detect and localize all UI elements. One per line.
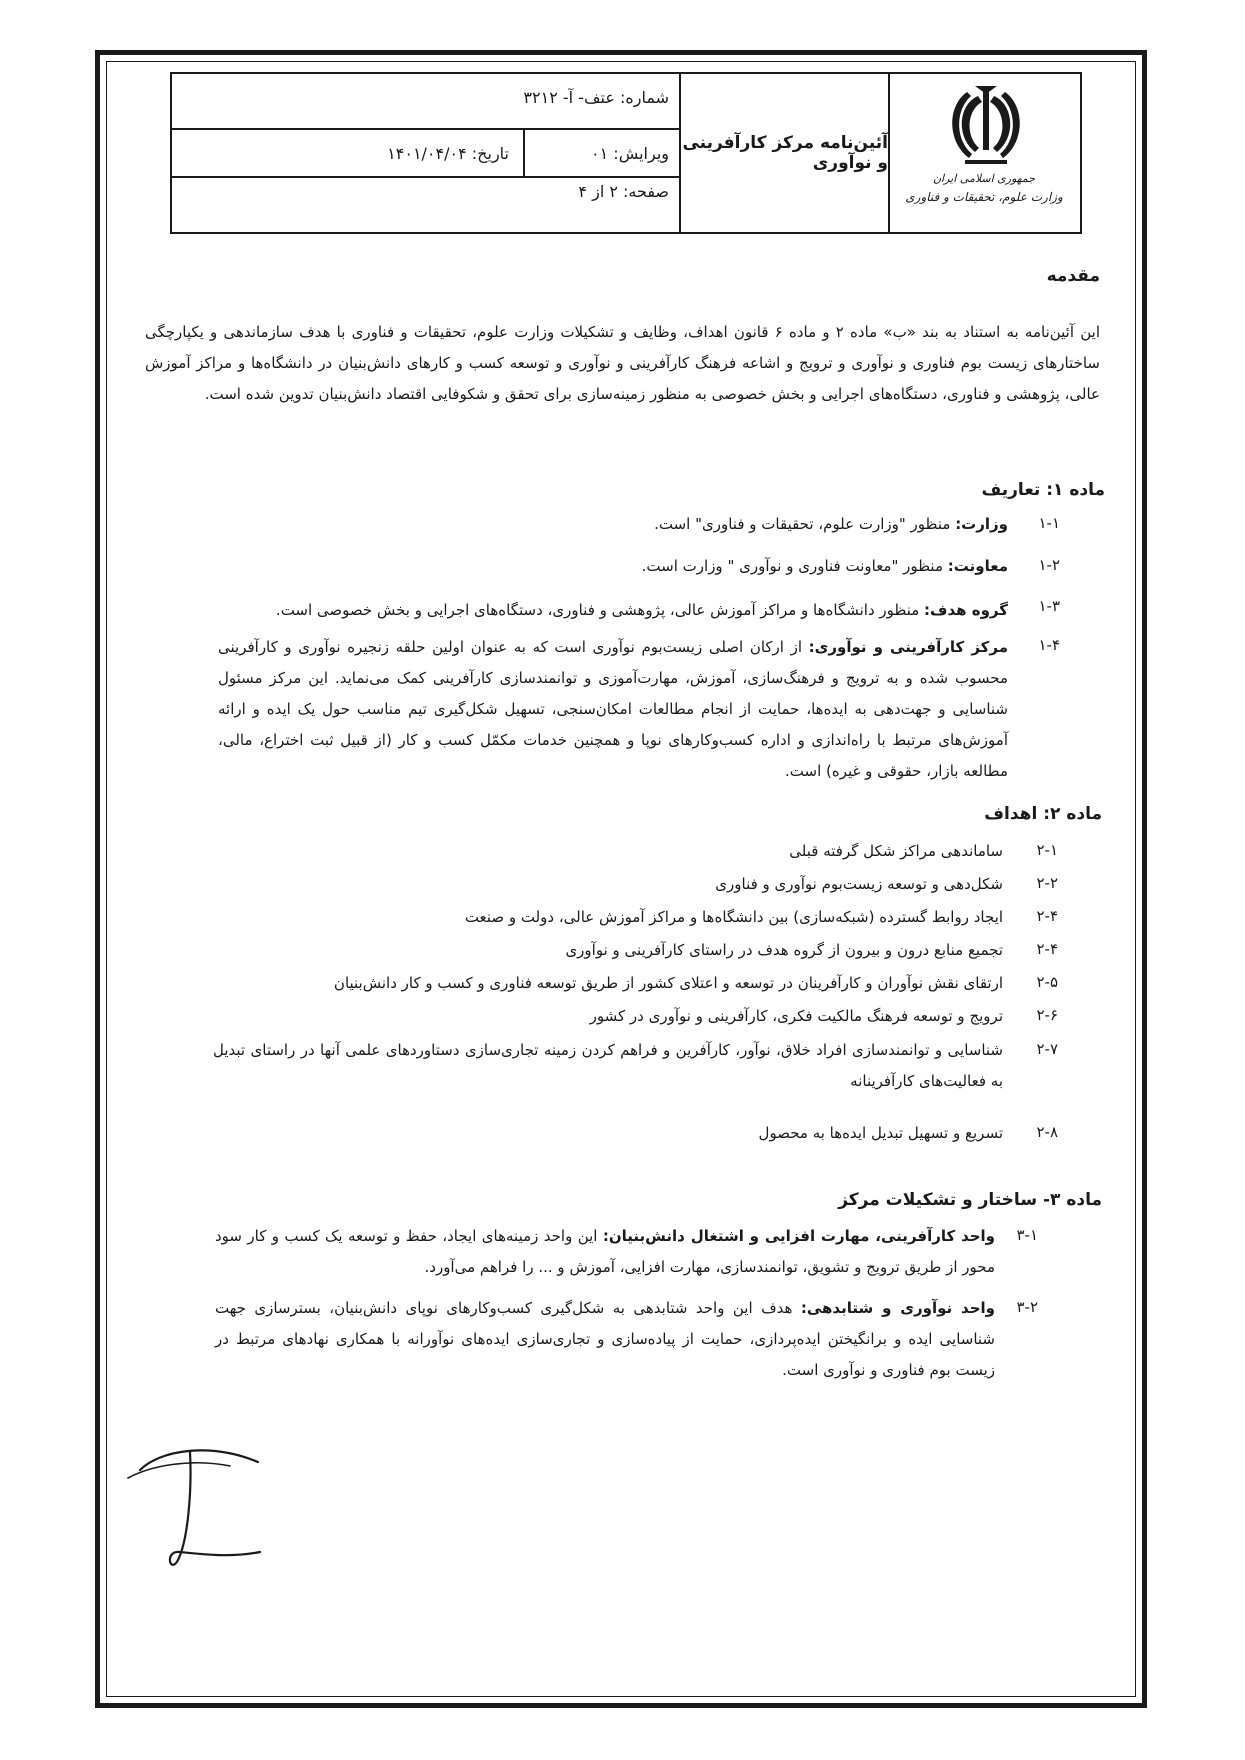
article3-item (215, 1221, 995, 1283)
document-number: شماره: عتف- آ- ۳۲۱۲ (523, 88, 669, 107)
iran-emblem-icon (945, 86, 1027, 170)
article2-item-num: ۲-۱ (1036, 841, 1058, 859)
article2-item: شکل‌دهی و توسعه زیست‌بوم نوآوری و فناوری (715, 875, 1003, 893)
definition: هدف این واحد شتابدهی به شکل‌گیری کسب‌وکارهای نوپای دانش‌بنیان، بسترسازی جهت شناسایی ایده و برانگیختن ایده‌پردازی، حمایت از پیاده‌سازی و تجاری‌سازی ایده‌های نوآورانه با همکاری نهادهای مرتبط در زیست بوم فناوری و نوآوری است. (215, 1299, 995, 1379)
article1-heading: ماده ۱: تعاریف (981, 480, 1105, 500)
article2-item-num: ۲-۶ (1036, 1006, 1058, 1024)
definition: این واحد زمینه‌های ایجاد، حفظ و توسعه یک کسب و کار سود محور از طریق ترویج و تشویق، توانمندسازی، مهارت افزایی، آموزش و ... را فراهم می‌آورد. (215, 1227, 995, 1276)
logo-cell (888, 74, 1080, 232)
article3-heading: ماده ۳- ساختار و تشکیلات مرکز (838, 1190, 1102, 1210)
article2-heading: ماده ۲: اهداف (984, 804, 1102, 824)
article3-item-num: ۳-۱ (1016, 1226, 1038, 1244)
page-row (172, 178, 679, 232)
term: واحد کارآفرینی، مهارت افزایی و اشتغال دانش‌بنیان: (602, 1227, 996, 1245)
article2-item: ساماندهی مراکز شکل گرفته قبلی (789, 842, 1003, 860)
article2-item: تسریع و تسهیل تبدیل ایده‌ها به محصول (758, 1124, 1003, 1142)
article2-item: ارتقای نقش نوآوران و کارآفرینان در توسعه و اعتلای کشور از طریق توسعه فناوری و کسب و کار دانش‌بنیان (333, 974, 1003, 992)
article3-item-num: ۳-۲ (1016, 1298, 1038, 1316)
article1-item (654, 509, 1008, 540)
article1-item-num: ۱-۴ (1038, 636, 1060, 654)
page-number: صفحه: ۲ از ۴ (578, 182, 669, 201)
term: مرکز کارآفرینی و نوآوری: (808, 638, 1008, 656)
article1-item-num: ۱-۳ (1038, 597, 1060, 615)
revision-box (523, 130, 679, 178)
definition: منظور "معاونت فناوری و نوآوری " وزارت است. (641, 557, 948, 575)
article2-item: شناسایی و توانمندسازی افراد خلاق، نوآور، کارآفرین و فراهم کردن زمینه تجاری‌سازی دستاوردهای علمی آنها در راستای تبدیل به فعالیت‌های کارآفرینانه (213, 1041, 1003, 1090)
logo-caption-ministry: وزارت علوم، تحقیقات و فناوری (905, 190, 1063, 204)
term: گروه هدف: (924, 601, 1008, 619)
article3-item (215, 1293, 995, 1386)
date: تاریخ: ۱۴۰۱/۰۴/۰۴ (387, 144, 509, 163)
definition: منظور دانشگاه‌ها و مراکز آموزش عالی، پژوهشی و فناوری، دستگاه‌های اجرایی و بخش خصوصی است. (275, 601, 925, 619)
term: واحد نوآوری و شتابدهی: (800, 1299, 995, 1317)
article1-item (276, 595, 1008, 626)
definition: از ارکان اصلی زیست‌بوم نوآوری است که به عنوان اولین حلقه زنجیره نوآوری و کارآفرینی محسوب شده و به ترویج و فرهنگ‌سازی، آموزش، مهارت‌آموزی و توانمندسازی کارآفرینی کمک می‌نماید. این مرکز مسئول شناسایی و جهت‌دهی به ایده‌ها، حمایت از انجام مطالعات امکان‌سنجی، تسهیل شکل‌گیری تیم مناسب حول یک ایده و ارائه آموزش‌های مرتبط با راه‌اندازی و اداره کسب‌وکارهای نوپا و همچنین خدمات مکمّل کسب و کار (از قبیل ثبت اختراع، مالی، مطالعه بازار، حقوقی و غیره) است. (218, 638, 1008, 780)
revision-date-row (172, 130, 679, 178)
article2-item: ترویج و توسعه فرهنگ مالکیت فکری، کارآفرینی و نوآوری در کشور (589, 1007, 1003, 1025)
definition: منظور "وزارت علوم، تحقیقات و فناوری" است. (654, 515, 956, 533)
term: معاونت: (947, 557, 1008, 575)
intro-heading: مقدمه (1046, 266, 1100, 286)
meta-cell (172, 74, 679, 232)
document-title: آئین‌نامه مرکز کارآفرینی و نوآوری (679, 74, 888, 232)
term: وزارت: (955, 515, 1008, 533)
handwritten-signature (120, 1440, 270, 1590)
article2-item-num: ۲-۷ (1036, 1040, 1058, 1058)
article2-item-num: ۲-۵ (1036, 973, 1058, 991)
article2-item: تجمیع منابع درون و بیرون از گروه هدف در راستای کارآفرینی و نوآوری (565, 941, 1003, 959)
article1-item-num: ۱-۲ (1038, 556, 1060, 574)
article2-item: ایجاد روابط گسترده (شبکه‌سازی) بین دانشگاه‌ها و مراکز آموزش عالی، دولت و صنعت (464, 908, 1003, 926)
article2-item-num: ۲-۴ (1036, 940, 1058, 958)
article1-item-num: ۱-۱ (1038, 514, 1060, 532)
logo-caption-country: جمهوری اسلامی ایران (932, 172, 1036, 185)
article1-item (218, 632, 1008, 787)
date-box (172, 130, 523, 178)
article2-item-num: ۲-۸ (1036, 1123, 1058, 1141)
intro-paragraph: این آئین‌نامه به استناد به بند «ب» ماده ۲ و ماده ۶ قانون اهداف، وظایف و تشکیلات وزارت علوم، تحقیقات و فناوری با هدف سازماندهی و یکپارچگی ساختارهای زیست بوم فناوری و نوآوری و ترویج و اشاعه فرهنگ کارآفرینی و نوآوری و توسعه کسب و کارهای دانش‌بنیان در دانشگاه‌ها و مراکز آموزش عالی، پژوهشی و فناوری، دستگاه‌های اجرایی و بخش خصوصی به منظور زمینه‌سازی برای تحقق و شکوفایی اقتصاد دانش‌بنیان تدوین شده است. (145, 323, 1100, 403)
article2-item-num: ۲-۴ (1036, 907, 1058, 925)
document-header (170, 72, 1082, 234)
article2-item-num: ۲-۲ (1036, 874, 1058, 892)
article1-item (642, 551, 1008, 582)
number-row (172, 74, 679, 130)
revision: ویرایش: ۰۱ (591, 144, 669, 163)
